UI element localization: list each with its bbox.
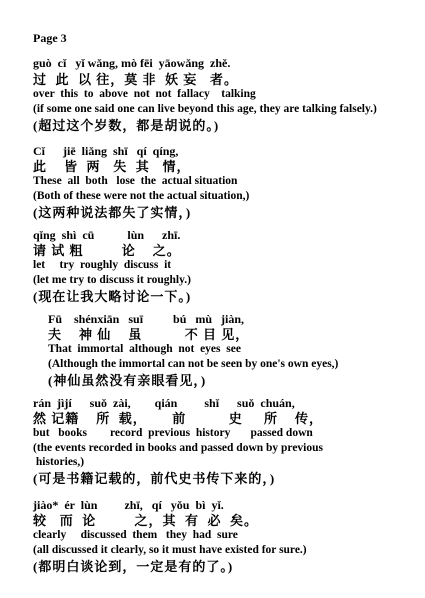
gloss-line: over this to above not not fallacy talking <box>33 88 256 100</box>
hanzi-line: 请 试 粗 论 之。 <box>33 243 181 258</box>
pinyin-line: jiào* ér lùn zhī, qí yǒu bì yǐ. <box>33 498 224 512</box>
hanzi-line: 较 而 论 之，其 有 必 矣。 <box>33 513 259 528</box>
translation-line: (Although the immortal can not be seen by one's own eyes,) <box>48 358 339 370</box>
translation-line: (Both of these were not the actual situation,) <box>33 190 250 202</box>
pinyin-line: Cǐ jiē liǎng shī qí qíng, <box>33 144 179 158</box>
gloss-line: let try roughly discuss it <box>33 259 172 271</box>
hanzi-line: 然 记籍 所 载， 前 史 所 传， <box>33 411 324 426</box>
chinese-translation-line: (都明白谈论到，一定是有的了。) <box>33 559 234 574</box>
page-number: Page 3 <box>33 31 67 45</box>
pinyin-line: qǐng shì cū lùn zhī. <box>33 228 181 242</box>
translation-line: (if some one said one can live beyond this age, they are talking falsely.) <box>33 103 377 115</box>
pinyin-line: guò cǐ yǐ wǎng, mò fēi yāowǎng zhě. <box>33 56 231 70</box>
chinese-translation-line: (可是书籍记载的，前代史书传下来的，) <box>33 471 276 486</box>
gloss-line: That immortal although not eyes see <box>48 343 241 355</box>
chinese-translation-line: (这两种说法都失了实情，) <box>33 205 192 220</box>
gloss-line: clearly discussed them they had sure <box>33 529 238 541</box>
pinyin-line: rán jìjí suǒ zài, qián shǐ suǒ chuán, <box>33 396 295 410</box>
hanzi-line: 夫 神 仙 虽 不 目 见， <box>48 327 250 342</box>
translation-line: (the events recorded in books and passed down by previous <box>33 442 323 454</box>
gloss-line: These all both lose the actual situation <box>33 175 238 187</box>
hanzi-line: 过 此 以 往，莫 非 妖 妄 者。 <box>33 72 239 87</box>
gloss-line: but books record previous history passed down <box>33 427 313 439</box>
chinese-translation-line: (神仙虽然没有亲眼看见，) <box>48 373 207 388</box>
translation-line-continued: histories,) <box>33 456 85 468</box>
pinyin-line: Fū shénxiān suī bú mù jiàn, <box>48 312 245 326</box>
translation-line: (let me try to discuss it roughly.) <box>33 274 191 286</box>
chinese-translation-line: (现在让我大略讨论一下。) <box>33 289 192 304</box>
chinese-translation-line: (超过这个岁数，都是胡说的。) <box>33 118 220 133</box>
hanzi-line: 此 皆 两 失 其 情， <box>33 159 191 174</box>
translation-line: (all discussed it clearly, so it must have existed for sure.) <box>33 544 307 556</box>
